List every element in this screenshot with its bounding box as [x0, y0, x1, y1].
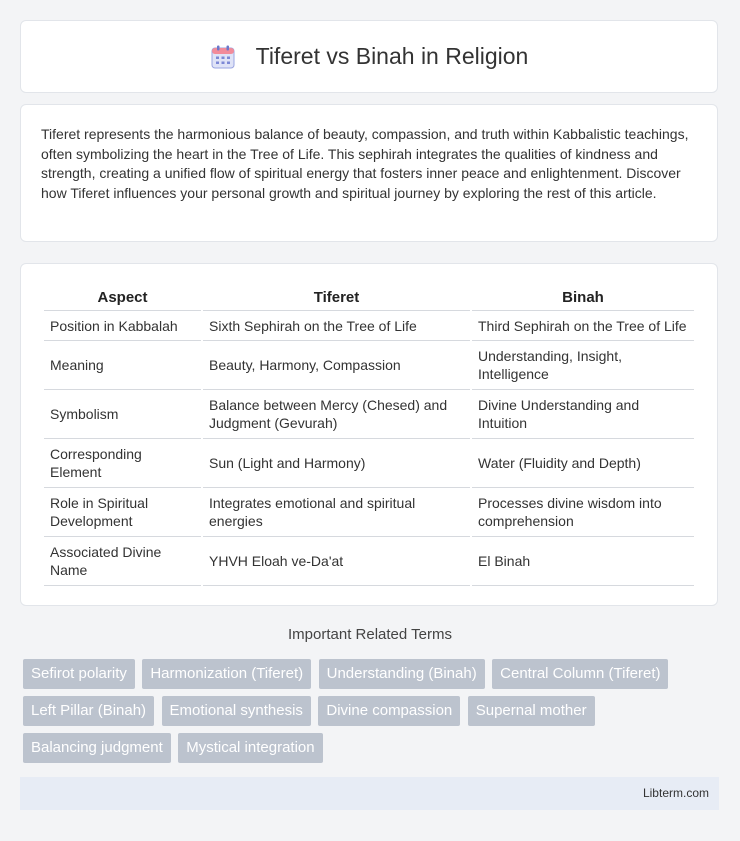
related-terms-list	[23, 659, 723, 770]
column-header-binah: Binah	[472, 284, 694, 311]
related-term-tag[interactable]: Central Column (Tiferet)	[492, 659, 668, 689]
table-cell: Role in Spiritual Development	[44, 488, 201, 537]
table-cell: Integrates emotional and spiritual energies	[203, 488, 470, 537]
related-term-tag[interactable]: Supernal mother	[468, 696, 595, 726]
table-row	[44, 390, 694, 439]
table-cell: Sixth Sephirah on the Tree of Life	[203, 311, 470, 341]
table-row	[44, 341, 694, 390]
comparison-table	[42, 284, 696, 586]
table-cell: Meaning	[44, 341, 201, 390]
related-term-tag[interactable]: Harmonization (Tiferet)	[142, 659, 311, 689]
table-cell: Divine Understanding and Intuition	[472, 390, 694, 439]
related-term-tag[interactable]: Left Pillar (Binah)	[23, 696, 154, 726]
table-cell: El Binah	[472, 537, 694, 586]
calendar-icon	[210, 44, 236, 70]
table-cell: Understanding, Insight, Intelligence	[472, 341, 694, 390]
table-cell: Sun (Light and Harmony)	[203, 439, 470, 488]
table-cell: Associated Divine Name	[44, 537, 201, 586]
table-cell: YHVH Eloah ve-Da'at	[203, 537, 470, 586]
related-terms-title: Important Related Terms	[288, 626, 452, 643]
table-cell: Balance between Mercy (Chesed) and Judgment (Gevurah)	[203, 390, 470, 439]
related-term-tag[interactable]: Balancing judgment	[23, 733, 171, 763]
intro-card	[20, 104, 718, 242]
table-cell: Beauty, Harmony, Compassion	[203, 341, 470, 390]
table-header-row	[44, 284, 694, 311]
related-term-tag[interactable]: Sefirot polarity	[23, 659, 135, 689]
table-cell: Third Sephirah on the Tree of Life	[472, 311, 694, 341]
table-row	[44, 311, 694, 341]
related-term-tag[interactable]: Understanding (Binah)	[319, 659, 485, 689]
table-cell: Symbolism	[44, 390, 201, 439]
table-row	[44, 537, 694, 586]
related-term-tag[interactable]: Mystical integration	[178, 733, 322, 763]
related-term-tag[interactable]: Emotional synthesis	[162, 696, 311, 726]
intro-text: Tiferet represents the harmonious balance of beauty, compassion, and truth within Kabbalistic teachings, often symbolizing the heart in the Tree of Life. This sephirah integrates the qualities of kindness and strength, creating a unified flow of spiritual energy that fosters inner peace and enlightenment. Discover how Tiferet influences your personal growth and spiritual journey by exploring the rest of this article.	[41, 126, 689, 201]
footer-site-link[interactable]: Libterm.com	[642, 786, 709, 800]
table-cell: Processes divine wisdom into comprehension	[472, 488, 694, 537]
title-card	[20, 20, 718, 93]
related-term-tag[interactable]: Divine compassion	[318, 696, 460, 726]
table-row	[44, 488, 694, 537]
column-header-tiferet: Tiferet	[203, 284, 470, 311]
table-cell: Position in Kabbalah	[44, 311, 201, 341]
comparison-table-card	[20, 263, 718, 606]
page-title: Tiferet vs Binah in Religion	[255, 43, 529, 69]
footer	[20, 777, 719, 810]
table-cell: Corresponding Element	[44, 439, 201, 488]
table-cell: Water (Fluidity and Depth)	[472, 439, 694, 488]
table-row	[44, 439, 694, 488]
column-header-aspect: Aspect	[44, 284, 201, 311]
